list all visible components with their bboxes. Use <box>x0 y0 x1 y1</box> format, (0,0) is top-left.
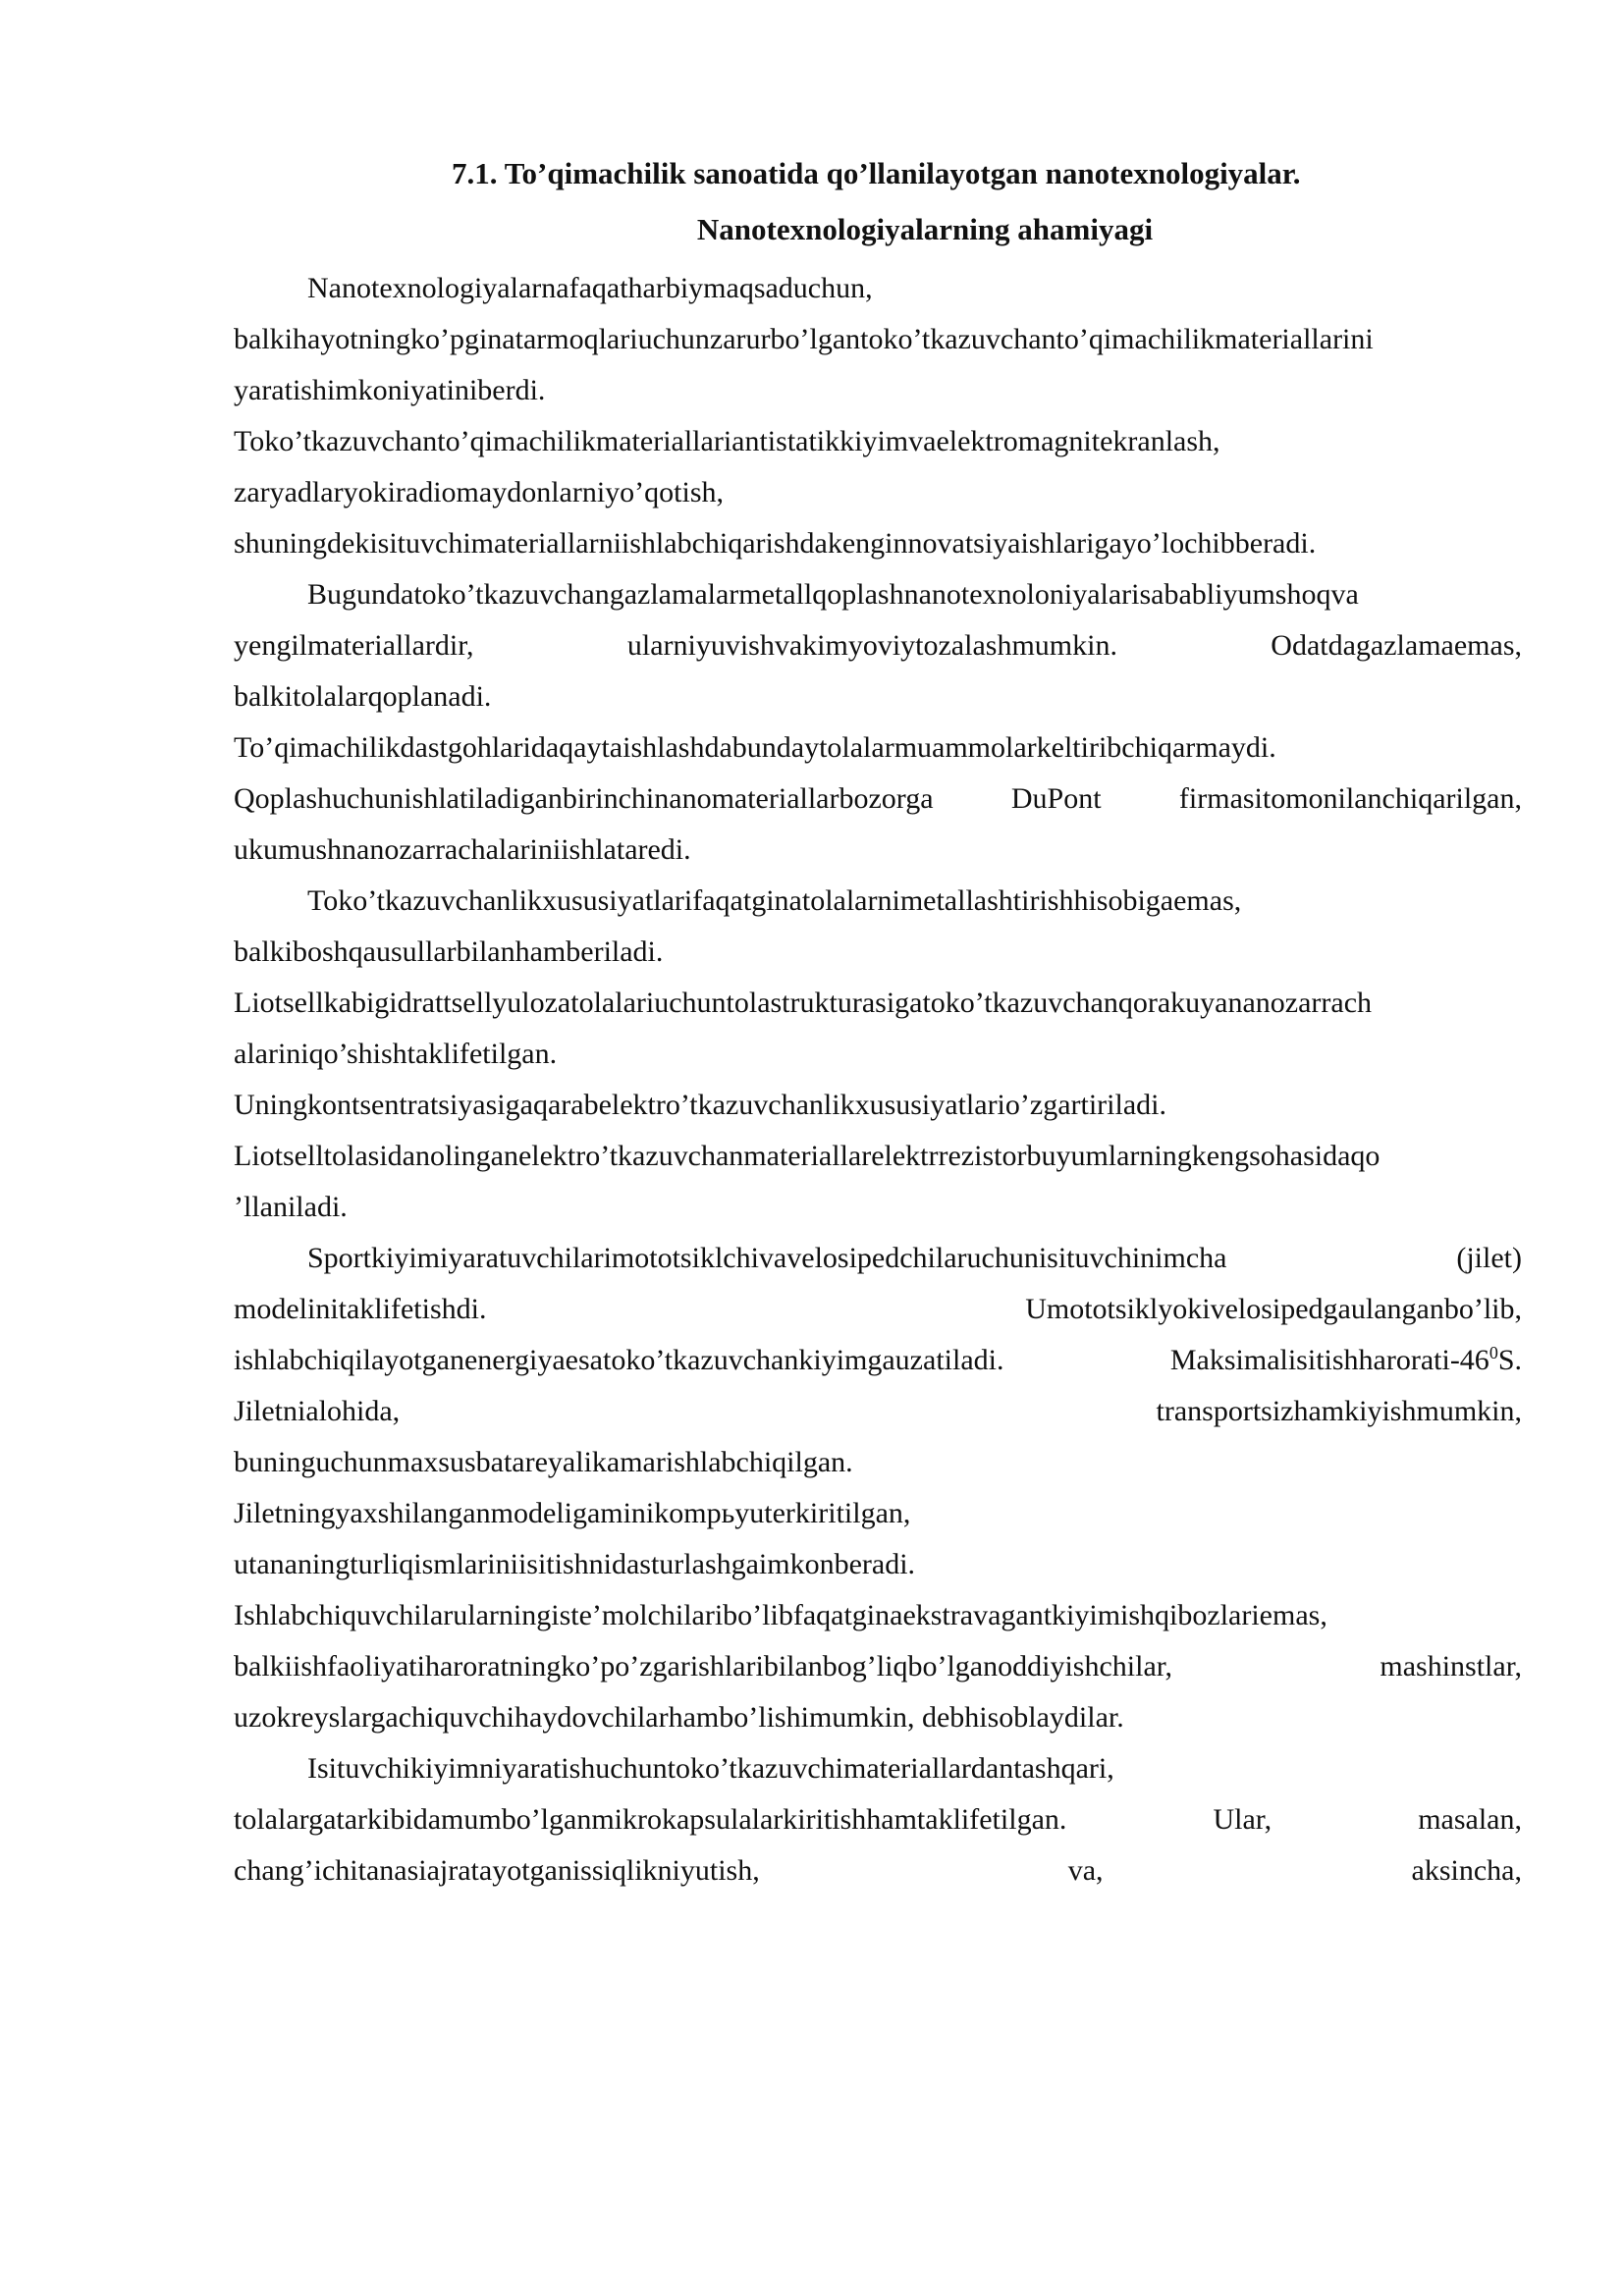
text-line: Ishlabchiquvchilarularningiste’molchilaribo’libfaqatginaekstravagantkiyimishqibozlariemas, <box>234 1599 1327 1631</box>
text-line: ukumushnanozarrachalariniishlataredi. <box>234 833 691 866</box>
temperature-text: ishlabchiqilayotganenergiyaesatoko’tkazuvchankiyimgauzatiladi. Maksimalisitishharorati-46 <box>234 1344 1489 1376</box>
text-line: balkiishfaoliyatiharoratningko’po’zgarishlaribilanbog’liqbo’lganoddiyishchilar, mashinstlar, <box>234 1650 1522 1682</box>
text-line: Qoplashuchunishlatiladiganbirinchinanomateriallarbozorga DuPont firmasitomonilanchiqarilgan, <box>234 782 1522 815</box>
text-line: yaratishimkoniyatiniberdi. <box>234 374 546 406</box>
body-text <box>234 263 1522 1896</box>
text-line: Uningkontsentratsiyasigaqarabelektro’tkazuvchanlikxususiyatlario’zgartiriladi. <box>234 1089 1166 1121</box>
text-line: uzokreyslargachiquvchihaydovchilarhambo’lishimumkin, debhisoblaydilar. <box>234 1701 1124 1734</box>
text-line: Liotselltolasidanolinganelektro’tkazuvchanmateriallarelektrrezistorbuyumlarningkengsohasidaqo <box>234 1140 1380 1172</box>
text-line: Jiletnialohida, transportsizhamkiyishmumkin, <box>234 1395 1522 1427</box>
text-line: To’qimachilikdastgohlaridaqaytaishlashdabundaytolalarmuammolarkeltiribchiqarmaydi. <box>234 731 1276 764</box>
text-line: tolalargatarkibidamumbo’lganmikrokapsulalarkiritishhamtaklifetilgan. Ular, masalan, <box>234 1803 1522 1836</box>
text-line: Toko’tkazuvchanto’qimachilikmateriallariantistatikkiyimvaelektromagnitekranlash, <box>234 425 1220 457</box>
section-subtitle: Nanotexnologiyalarning ahamiyagi <box>696 212 1154 246</box>
text-line: Sportkiyimiyaratuvchilarimototsiklchivavelosipedchilaruchunisituvchinimcha (jilet) <box>307 1242 1522 1274</box>
text-line: yengilmateriallardir, ularniyuvishvakimyoviytozalashmumkin. Odatdagazlamaemas, <box>234 629 1522 662</box>
text-line: balkiboshqausullarbilanhamberiladi. <box>234 935 664 968</box>
text-line: Jiletningyaxshilanganmodeligaminikompьyuterkiritilgan, <box>234 1497 911 1529</box>
section-title: 7.1. To’qimachilik sanoatida qo’llanilayotgan nanotexnologiyalar. <box>452 156 1301 190</box>
text-line: Bugundatoko’tkazuvchangazlamalarmetallqoplashnanotexnoloniyalarisababliyumshoqva <box>307 578 1359 611</box>
text-line: balkitolalarqoplanadi. <box>234 680 492 713</box>
text-line: ’llaniladi. <box>234 1191 348 1223</box>
text-line: balkihayotningko’pginatarmoqlariuchunzarurbo’lgantoko’tkazuvchanto’qimachilikmateriallarini <box>234 323 1374 355</box>
degree-superscript: 0 <box>1489 1343 1498 1362</box>
text-line: modelinitaklifetishdi. Umototsiklyokivelosipedgaulanganbo’lib, <box>234 1293 1522 1325</box>
text-line: buninguchunmaxsusbatareyalikamarishlabchiqilgan. <box>234 1446 853 1478</box>
text-line: zaryadlaryokiradiomaydonlarniyo’qotish, <box>234 476 725 508</box>
text-line: chang’ichitanasiajratayotganissiqlikniyutish, va, aksincha, <box>234 1854 1522 1887</box>
text-line-temperature <box>234 1335 1522 1386</box>
text-line: alariniqo’shishtaklifetilgan. <box>234 1038 558 1070</box>
text-line: Isituvchikiyimniyaratishuchuntoko’tkazuvchimateriallardantashqari, <box>307 1752 1114 1785</box>
text-line: shuningdekisituvchimateriallarniishlabchiqarishdakenginnovatsiyaishlarigayo’lochibberadi. <box>234 527 1317 560</box>
text-line: Liotsellkabigidrattsellyulozatolalariuchuntolastrukturasigatoko’tkazuvchanqorakuyananozarrach <box>234 987 1373 1019</box>
text-line: Nanotexnologiyalarnafaqatharbiymaqsaduchun, <box>307 272 873 304</box>
text-line: utananingturliqismlariniisitishnidasturlashgaimkonberadi. <box>234 1548 916 1580</box>
temperature-unit: S. <box>1497 1344 1522 1376</box>
text-line: Toko’tkazuvchanlikxususiyatlarifaqatginatolalarnimetallashtirishhisobigaemas, <box>307 884 1242 917</box>
